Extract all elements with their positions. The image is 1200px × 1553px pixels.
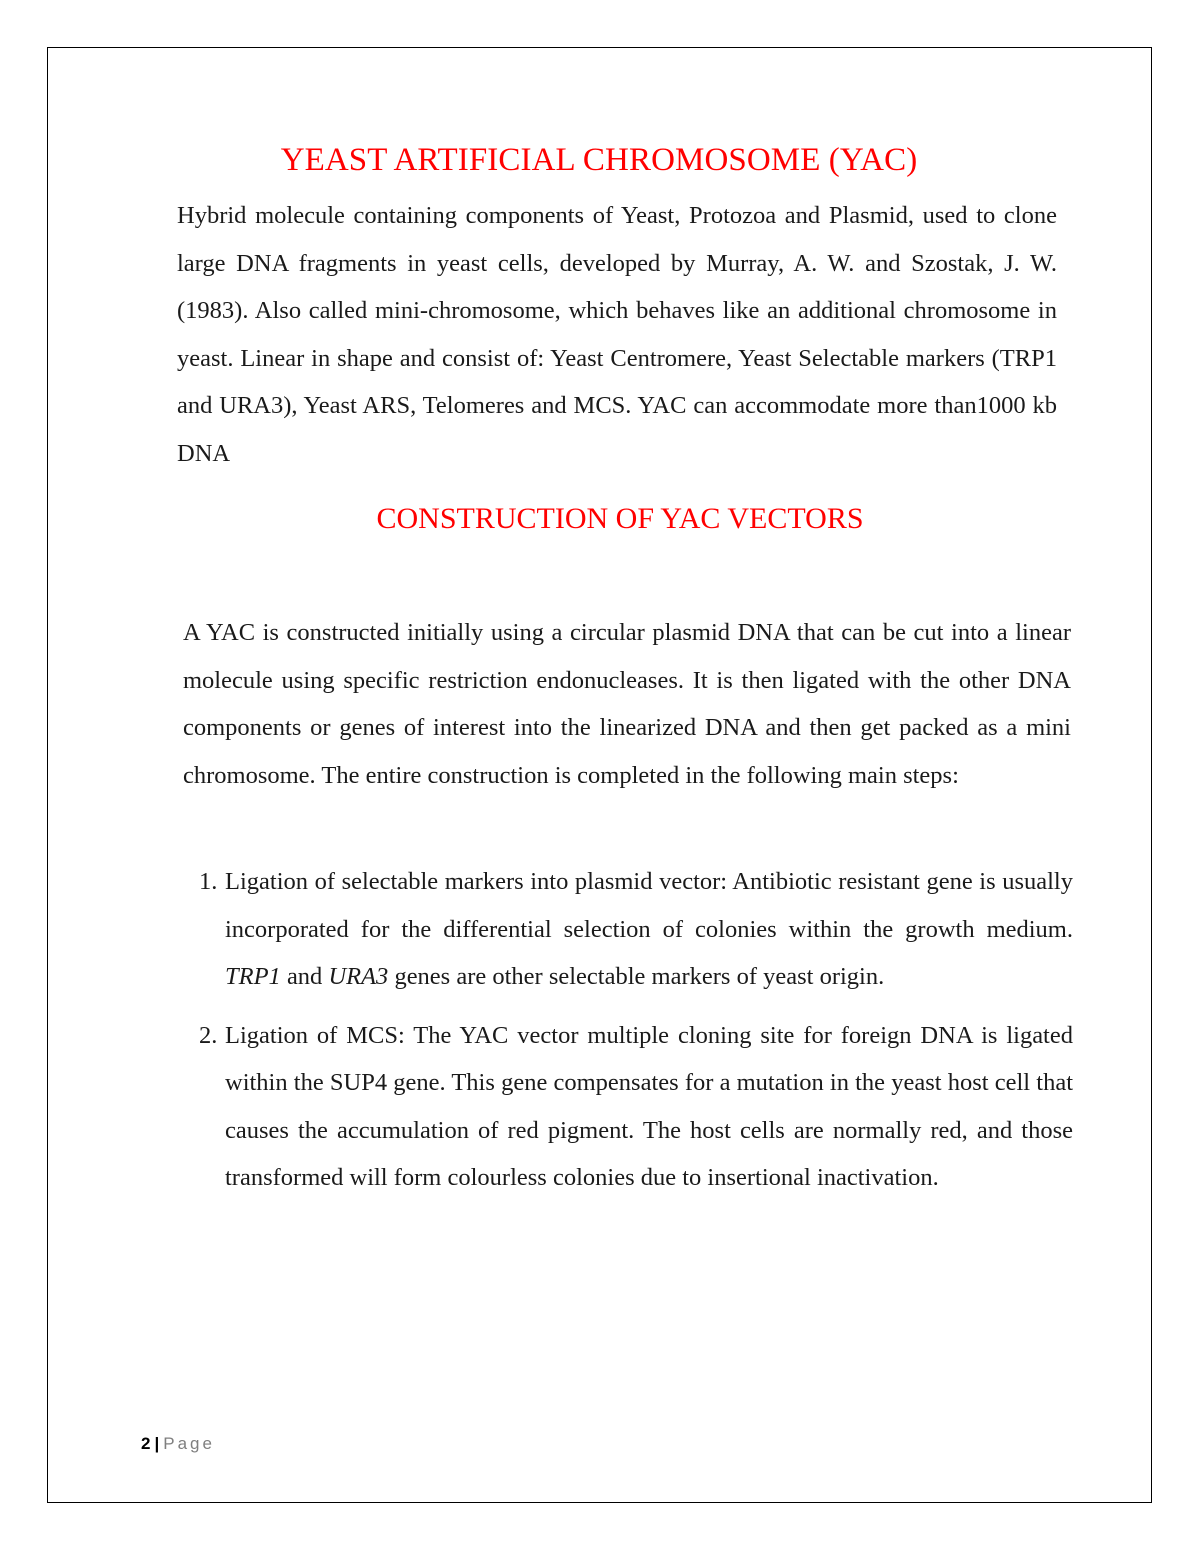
step-number: 2. — [199, 1021, 218, 1049]
intro-paragraph: Hybrid molecule containing components of Yeast, Protozoa and Plasmid, used to clone large DNA fragments in yeast cells, developed by Murray, A. W. and Szostak, J. W. (1983). Also called mini-chromosome, which behaves like an additional chromosome in yeast. Linear in shape and consist of: Yeast Centromere, Yeast Selectable markers (TRP1 and URA3), Yeast ARS, Telomeres and MCS. YAC can accommodate more than1000 kb DNA — [177, 202, 1057, 467]
list-item-step-1 — [183, 858, 1073, 1001]
step-text-end: genes are other selectable markers of yeast origin. — [388, 963, 885, 990]
construction-heading: CONSTRUCTION OF YAC VECTORS — [376, 502, 864, 535]
step-number: 1. — [199, 868, 218, 895]
footer-separator: | — [154, 1434, 160, 1453]
list-item-step-2 — [183, 1012, 1073, 1202]
main-heading: YEAST ARTIFICIAL CHROMOSOME (YAC) — [280, 142, 918, 178]
step-text: Ligation of selectable markers into plasmid vector: Antibiotic resistant gene is usually incorporated for the differential selection of colonies within the growth medium. — [225, 868, 1073, 943]
step-text: Ligation of MCS: The YAC vector multiple cloning site for foreign DNA is ligated within the SUP4 gene. This gene compensates for a mutation in the yeast host cell that causes the accumulation of red pigment. The host cells are normally red, and those transformed will form colourless colonies due to insertional inactivation. — [225, 1021, 1073, 1191]
construction-paragraph: A YAC is constructed initially using a circular plasmid DNA that can be cut into a linear molecule using specific restriction endonucleases. It is then ligated with the other DNA components or genes of interest into the linearized DNA and then get packed as a mini chromosome. The entire construction is completed in the following main steps: — [183, 619, 1071, 789]
construction-steps-list — [183, 858, 1073, 1202]
step-text-joiner: and — [280, 963, 329, 990]
gene-name-trp1: TRP1 — [225, 963, 281, 990]
page-number: 2 — [141, 1434, 151, 1453]
page-footer — [141, 1434, 215, 1454]
page-label: Page — [163, 1434, 215, 1453]
gene-name-ura3: URA3 — [328, 963, 389, 990]
